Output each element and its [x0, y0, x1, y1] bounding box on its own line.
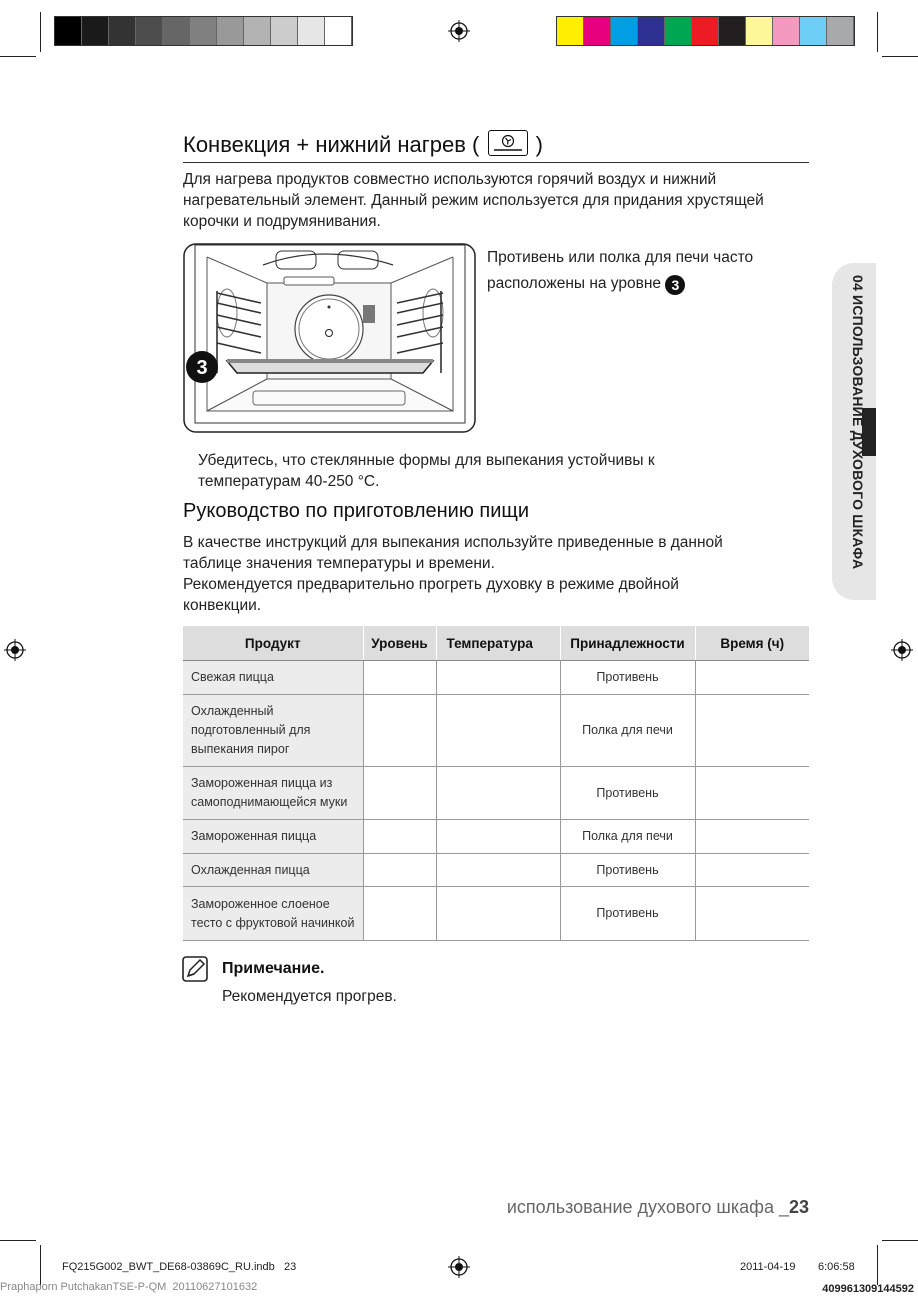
temperature-cell — [436, 854, 560, 887]
registration-mark-icon — [448, 20, 470, 42]
chapter-tab-label: 04 ИСПОЛЬЗОВАНИЕ ДУХОВОГО ШКАФА — [850, 275, 866, 570]
temperature-cell — [436, 661, 560, 695]
guide-text-line: конвекции. — [183, 597, 262, 614]
time-cell — [695, 767, 809, 820]
table-row — [183, 820, 809, 854]
accessory-cell: Противень — [560, 661, 695, 695]
color-swatch — [109, 17, 136, 45]
temperature-cell — [436, 767, 560, 820]
accessory-cell: Полка для печи — [560, 820, 695, 854]
guide-text-line: В качестве инструкций для выпекания используйте приведенные в данной — [183, 534, 723, 551]
crop-mark — [877, 12, 878, 52]
table-row — [183, 854, 809, 887]
crop-mark — [882, 56, 918, 57]
time-cell — [695, 854, 809, 887]
table-row — [183, 767, 809, 820]
process-color-bar — [556, 16, 855, 46]
color-swatch — [800, 17, 827, 45]
color-swatch — [325, 17, 352, 45]
color-swatch — [136, 17, 163, 45]
crop-mark — [40, 1245, 41, 1285]
table-row — [183, 695, 809, 767]
color-swatch — [557, 17, 584, 45]
table-row — [183, 887, 809, 941]
column-header-product: Продукт — [183, 626, 363, 661]
print-barcode-number: 409961309144592 — [822, 1283, 914, 1295]
level-cell — [363, 887, 436, 941]
time-cell — [695, 887, 809, 941]
color-swatch — [773, 17, 800, 45]
temperature-cell — [436, 887, 560, 941]
color-swatch — [163, 17, 190, 45]
color-swatch — [584, 17, 611, 45]
color-swatch — [746, 17, 773, 45]
accessory-cell: Противень — [560, 767, 695, 820]
crop-mark — [0, 56, 36, 57]
column-header-level: Уровень — [363, 626, 436, 661]
glass-note-line: температурам 40-250 °C. — [198, 473, 380, 490]
time-cell — [695, 695, 809, 767]
color-swatch — [271, 17, 298, 45]
level-cell — [363, 661, 436, 695]
guide-text-line: Рекомендуется предварительно прогреть духовку в режиме двойной — [183, 576, 679, 593]
section-title — [183, 130, 809, 163]
product-cell: Замороженная пицца — [183, 820, 363, 854]
color-swatch — [692, 17, 719, 45]
level-cell — [363, 695, 436, 767]
caption-line-text: расположены на уровне — [487, 275, 662, 292]
product-cell: Охлажденная пицца — [183, 854, 363, 887]
color-swatch — [665, 17, 692, 45]
color-swatch — [298, 17, 325, 45]
print-date: 2011-04-19 — [740, 1261, 796, 1273]
product-cell: Свежая пицца — [183, 661, 363, 695]
section-title-text: Конвекция + нижний нагрев ( — [183, 132, 480, 157]
product-cell: Замороженная пицца из самоподнимающейся муки — [183, 767, 363, 820]
color-swatch — [611, 17, 638, 45]
level-cell — [363, 854, 436, 887]
print-operator: Praphaporn PutchakanTSE-P-QM 20110627101632 — [0, 1281, 258, 1293]
temperature-cell — [436, 695, 560, 767]
note-pencil-icon — [182, 956, 208, 982]
page-footer-label: использование духового шкафа _ — [506, 1197, 789, 1217]
caption-line: Противень или полка для печи часто — [487, 249, 754, 266]
color-swatch — [638, 17, 665, 45]
guide-text — [183, 532, 803, 616]
level-cell — [363, 767, 436, 820]
color-swatch — [190, 17, 217, 45]
guide-text-line: таблице значения температуры и времени. — [183, 555, 495, 572]
crop-mark — [0, 1240, 36, 1241]
illustration-caption — [487, 245, 807, 297]
print-file-name: FQ215G002_BWT_DE68-03869C_RU.indb 23 — [62, 1261, 297, 1273]
crop-mark — [877, 1245, 878, 1285]
intro-paragraph: Для нагрева продуктов совместно используются горячий воздух и нижний нагревательный элемент. Данный режим используется для придания хрустящей корочки и подрумянивания. — [183, 171, 764, 230]
oven-interior-illustration — [183, 243, 476, 433]
accessory-cell: Полка для печи — [560, 695, 695, 767]
color-swatch — [82, 17, 109, 45]
note-title: Примечание. — [222, 960, 325, 977]
color-swatch — [827, 17, 854, 45]
level-cell — [363, 820, 436, 854]
section-title-close: ) — [535, 132, 543, 157]
page-number: 23 — [788, 1197, 809, 1217]
registration-mark-icon — [891, 639, 913, 661]
color-swatch — [719, 17, 746, 45]
registration-mark-icon — [4, 639, 26, 661]
table-header-row — [183, 626, 809, 661]
time-cell — [695, 661, 809, 695]
guide-title: Руководство по приготовлению пищи — [183, 500, 530, 522]
glass-note-line: Убедитесь, что стеклянные формы для выпекания устойчивы к — [198, 452, 655, 469]
grayscale-color-bar — [54, 16, 353, 46]
color-swatch — [55, 17, 82, 45]
product-cell: Замороженное слоеное тесто с фруктовой начинкой — [183, 887, 363, 941]
temperature-cell — [436, 820, 560, 854]
color-swatch — [217, 17, 244, 45]
table-row — [183, 661, 809, 695]
column-header-time: Время (ч) — [695, 626, 809, 661]
accessory-cell: Противень — [560, 887, 695, 941]
registration-mark-icon — [448, 1256, 470, 1278]
color-swatch — [244, 17, 271, 45]
convection-bottom-heat-icon — [488, 130, 528, 156]
level-badge: 3 — [665, 275, 685, 295]
accessory-cell: Противень — [560, 854, 695, 887]
note-text: Рекомендуется прогрев. — [222, 988, 397, 1005]
glass-note — [198, 450, 798, 492]
cooking-guide-table — [183, 626, 809, 941]
caption-line — [487, 271, 807, 297]
time-cell — [695, 820, 809, 854]
product-cell: Охлажденный подготовленный для выпекания пирог — [183, 695, 363, 767]
crop-mark — [882, 1240, 918, 1241]
page-footer — [507, 1197, 809, 1218]
crop-mark — [40, 12, 41, 52]
shelf-level-marker: 3 — [196, 357, 208, 379]
column-header-temperature: Температура — [436, 626, 560, 661]
column-header-accessory: Принадлежности — [560, 626, 695, 661]
print-time: 6:06:58 — [818, 1261, 855, 1273]
